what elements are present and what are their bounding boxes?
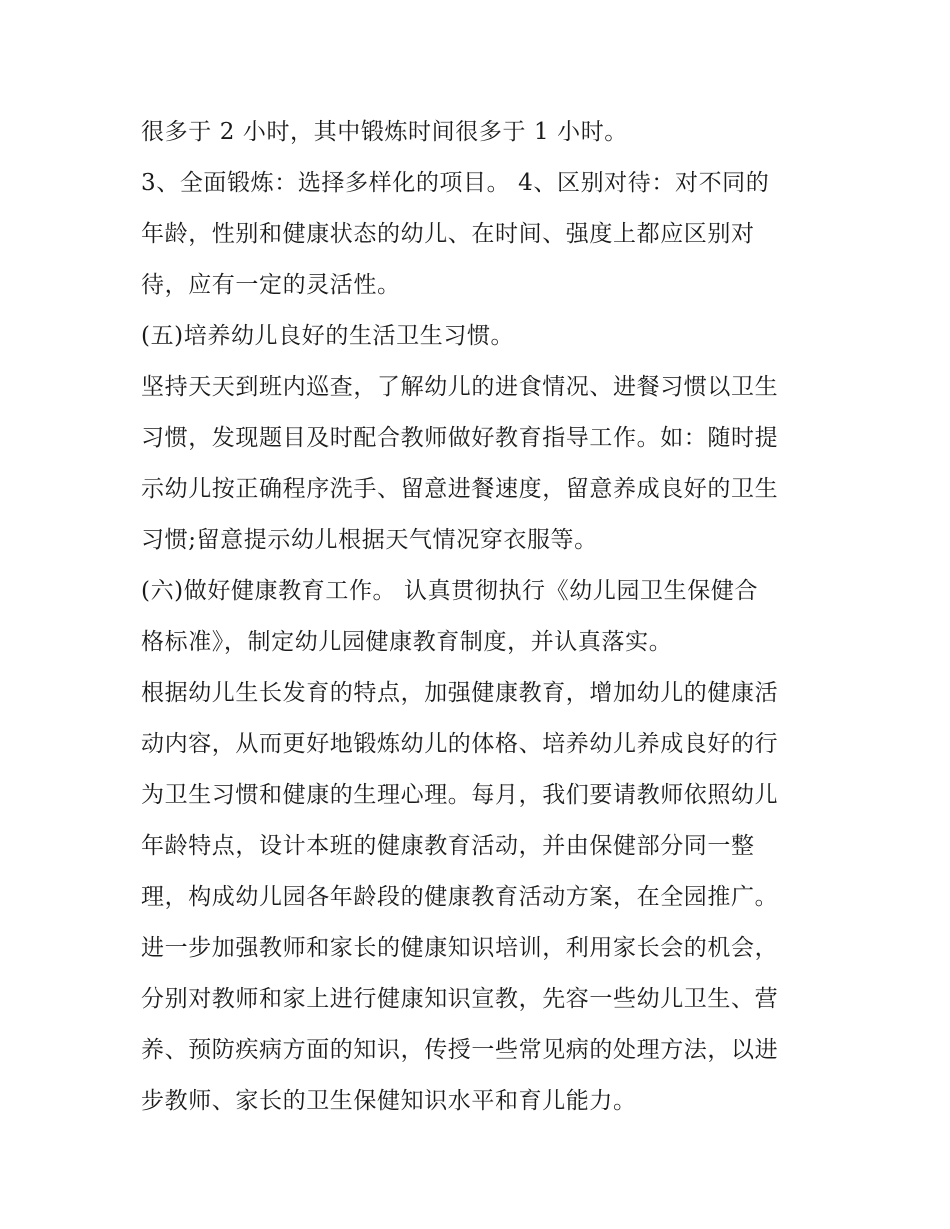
text-line: 根据幼儿生长发育的特点，加强健康教育，增加幼儿的健康活: [141, 680, 779, 706]
text-line: 习惯，发现题目及时配合教师做好教育指导工作。如：随时提: [141, 425, 779, 451]
text-line: 进一步加强教师和家长的健康知识培训，利用家长会的机会，: [141, 935, 779, 961]
section-heading: (五)培养幼儿良好的生活卫生习惯。: [141, 323, 515, 349]
text-line: 步教师、家长的卫生保健知识水平和育儿能力。: [141, 1088, 637, 1114]
text-line: 年龄特点，设计本班的健康教育活动，并由保健部分同一整: [141, 833, 755, 859]
text-line: 示幼儿按正确程序洗手、留意进餐速度，留意养成良好的卫生: [141, 476, 779, 502]
text-line: 3、全面锻炼：选择多样化的项目。 4、区别对待：对不同的: [141, 170, 770, 196]
text-line: 待，应有一定的灵活性。: [141, 272, 401, 298]
text-line: 习惯;留意提示幼儿根据天气情况穿衣服等。: [141, 527, 598, 553]
text-line: 很多于 2 小时，其中锻炼时间很多于 1 小时。: [141, 119, 628, 145]
text-line: 坚持天天到班内巡查，了解幼儿的进食情况、进餐习惯以卫生: [141, 374, 779, 400]
text-line: 年龄，性别和健康状态的幼儿、在时间、强度上都应区别对: [141, 221, 755, 247]
body-text: [141, 107, 821, 1127]
text-line: 养、预防疾病方面的知识，传授一些常见病的处理方法，以进: [141, 1037, 779, 1063]
text-line: 动内容，从而更好地锻炼幼儿的体格、培养幼儿养成良好的行: [141, 731, 779, 757]
text-line: 格标准》，制定幼儿园健康教育制度，并认真落实。: [141, 629, 673, 655]
section-heading: (六)做好健康教育工作。 认真贯彻执行《幼儿园卫生保健合: [141, 578, 759, 604]
text-line: 为卫生习惯和健康的生理心理。每月，我们要请教师依照幼儿: [141, 782, 779, 808]
text-line: 分别对教师和家上进行健康知识宣教，先容一些幼儿卫生、营: [141, 986, 779, 1012]
text-line: 理，构成幼儿园各年龄段的健康教育活动方案，在全园推广。: [141, 884, 779, 910]
